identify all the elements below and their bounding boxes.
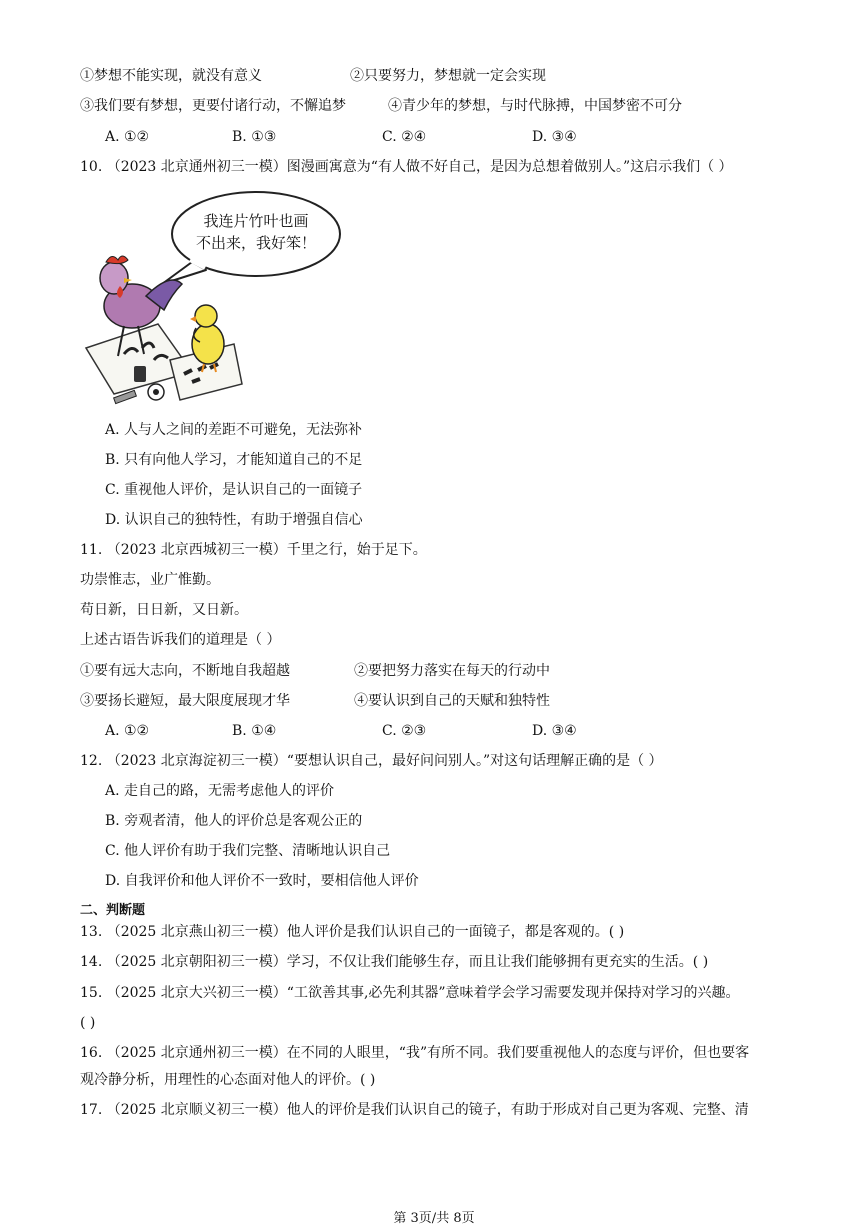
q17-line-1: 17. （2025 北京顺义初三一模）他人的评价是我们认识自己的镜子，有助于形成对自己更为客观、完整、清 [80,1102,749,1118]
section-title-judgment: 二、判断题 [80,903,146,918]
q10-choice-b[interactable]: B. 只有向他人学习，才能知道自己的不足 [105,452,363,468]
q12-stem: 12. （2023 北京海淀初三一模）“要想认识自己，最好问问别人。”对这句话理解正确的是（ ） [80,753,663,769]
q16-line-1: 16. （2025 北京通州初三一模）在不同的人眼里，“我”有所不同。我们要重视他人的态度与评价，但也要客 [80,1045,750,1061]
q15-line-2: ( ) [80,1015,96,1031]
q11-choice-b[interactable]: B. ①④ [232,723,277,739]
q12-choice-c[interactable]: C. 他人评价有助于我们完整、清晰地认识自己 [105,843,391,859]
q9-option-4: ④青少年的梦想，与时代脉搏，中国梦密不可分 [388,98,682,114]
q11-choice-c[interactable]: C. ②③ [382,723,427,739]
q9-choice-a[interactable]: A. ①② [105,129,150,145]
q12-choice-d[interactable]: D. 自我评价和他人评价不一致时，要相信他人评价 [105,873,419,889]
bubble-line-2: 不出来，我好笨！ [195,234,317,252]
q9-choice-b[interactable]: B. ①③ [232,129,277,145]
q11-stem: 11. （2023 北京西城初三一模）千里之行，始于足下。 [80,542,427,558]
q9-option-3: ③我们要有梦想，更要付诸行动，不懈追梦 [80,98,346,114]
q13-text: 13. （2025 北京燕山初三一模）他人评价是我们认识自己的一面镜子，都是客观的。( ) [80,924,625,940]
q11-line-3: 苟日新，日日新，又日新。 [80,602,248,618]
q9-choice-d[interactable]: D. ③④ [532,129,577,145]
q9-option-1: ①梦想不能实现，就没有意义 [80,68,262,84]
q14-text: 14. （2025 北京朝阳初三一模）学习，不仅让我们能够生存，而且让我们能够拥有更充实的生活。( ) [80,954,709,970]
speech-bubble [162,192,340,284]
q11-line-2: 功崇惟志，业广惟勤。 [80,572,220,588]
q10-stem: 10. （2023 北京通州初三一模）图漫画寓意为“有人做不好自己，是因为总想着做别人。”这启示我们（ ） [80,159,733,175]
cartoon-image [84,188,348,410]
q11-choice-d[interactable]: D. ③④ [532,723,577,739]
q16-line-2: 观冷静分析，用理性的心态面对他人的评价。( ) [80,1072,376,1088]
page-number: 第 3页/共 8页 [393,1211,475,1226]
q11-option-1: ①要有远大志向，不断地自我超越 [80,663,290,679]
q11-option-3: ③要扬长避短，最大限度展现才华 [80,693,290,709]
q12-choice-b[interactable]: B. 旁观者清，他人的评价总是客观公正的 [105,813,363,829]
q10-choice-d[interactable]: D. 认识自己的独特性，有助于增强自信心 [105,512,363,528]
q11-choice-a[interactable]: A. ①② [105,723,150,739]
bubble-line-1: 我连片竹叶也画 [203,212,309,230]
q10-choice-a[interactable]: A. 人与人之间的差距不可避免，无法弥补 [105,422,363,438]
q12-choice-a[interactable]: A. 走自己的路，无需考虑他人的评价 [105,783,335,799]
q15-line-1: 15. （2025 北京大兴初三一模）“工欲善其事,必先利其器”意味着学会学习需要发现并保持对学习的兴趣。 [80,985,740,1001]
q10-choice-c[interactable]: C. 重视他人评价，是认识自己的一面镜子 [105,482,363,498]
q11-option-4: ④要认识到自己的天赋和独特性 [354,693,550,709]
q9-option-2: ②只要努力，梦想就一定会实现 [350,68,546,84]
q9-choice-c[interactable]: C. ②④ [382,129,427,145]
q11-option-2: ②要把努力落实在每天的行动中 [354,663,550,679]
q11-line-4: 上述古语告诉我们的道理是（ ） [80,632,281,648]
